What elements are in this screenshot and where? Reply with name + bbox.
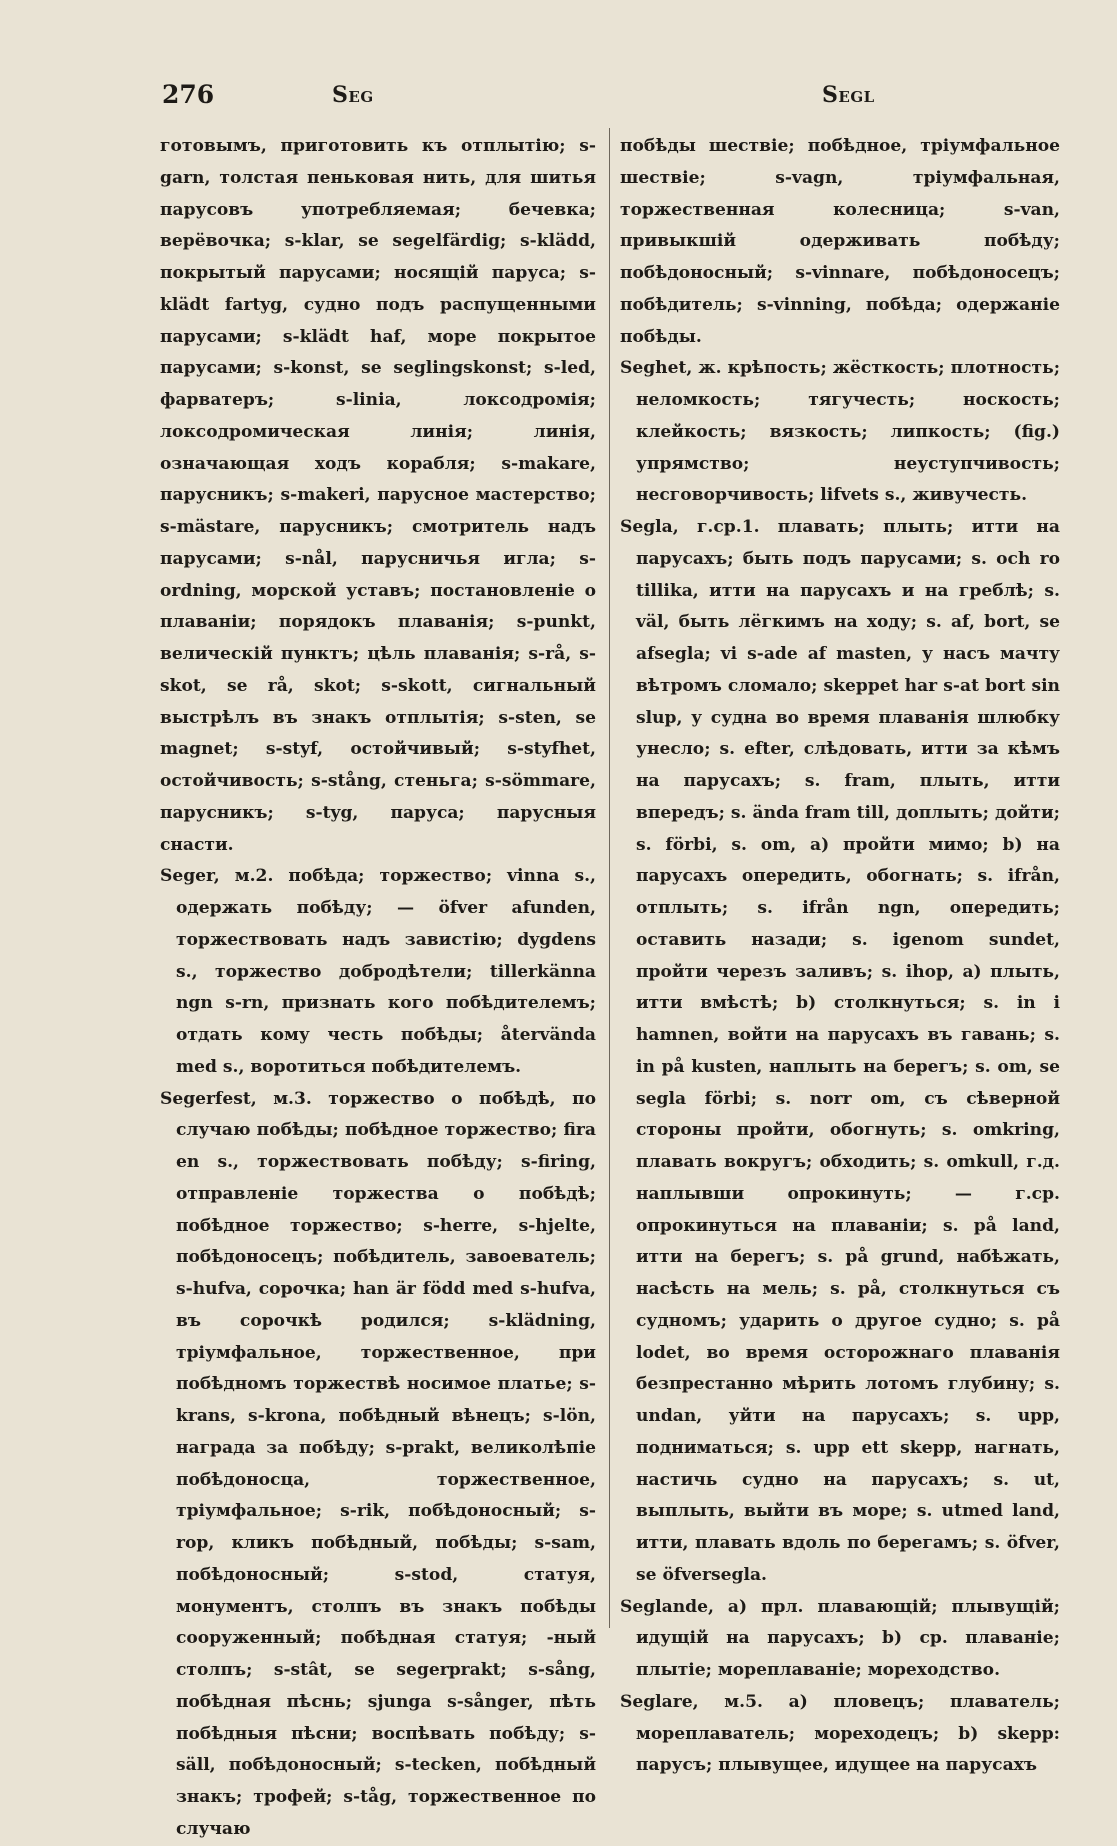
page-number: 276 bbox=[162, 80, 215, 109]
entry-seghet: Seghet, ж. крѣпость; жёсткость; плотность; неломкость; тягучесть; носкость; клейкость; вязкость; липкость; (fig.) упрямство; неуступчивость; несговорчивость; lifvets s., живучесть. bbox=[620, 358, 1060, 506]
left-column bbox=[160, 131, 596, 1846]
entry-segla: Segla, г.ср.1. плавать; плыть; итти на парусахъ; быть подъ парусами; s. och ro tillika, итти на парусахъ и на греблѣ; s. väl, быть лёгкимъ на ходу; s. af, bort, se afsegla; vi s-ade af masten, у насъ мачту вѣтромъ сломало; skeppet har s-at bort sin slup, у судна во время плаванія шлюбку унесло; s. efter, слѣдовать, итти за кѣмъ на парусахъ; s. fram, плыть, итти впередъ; s. ända fram till, доплыть; дойти; s. förbi, s. om, a) пройти мимо; b) на парусахъ опередить, обогнать; s. ifrån, отплыть; s. ifrån ngn, опередить; оставить назади; s. igenom sundet, пройти черезъ заливъ; s. ihop, a) плыть, итти вмѣстѣ; b) столкнуться; s. in i hamnen, войти на парусахъ въ гавань; s. in på kusten, наплыть на берегъ; s. om, se segla förbi; s. norr om, съ сѣверной стороны пройти, обогнуть; s. omkring, плавать вокругъ; обходить; s. omkull, г.д. наплывши опрокинуть; — г.ср. опрокинуться на плаваніи; s. på land, итти на берегъ; s. på grund, набѣжать, насѣсть на мель; s. på, столкнуться съ судномъ; ударить о другое судно; s. på lodet, во время осторожнаго плаванія безпрестанно мѣрить лотомъ глубину; s. undan, уйти на парусахъ; s. upp, подниматься; s. upp ett skepp, нагнать, настичь судно на парусахъ; s. ut, выплыть, выйти въ море; s. utmed land, итти, плавать вдоль по берегамъ; s. öfver, se öfversegla. bbox=[620, 517, 1060, 1585]
entry-seglare: Seglare, м.5. a) пловецъ; плаватель; мореплаватель; мореходецъ; b) skepp: парусъ; плывущее, идущее на парусахъ bbox=[620, 1691, 1060, 1776]
column-divider bbox=[609, 128, 610, 1628]
page-header bbox=[0, 80, 1117, 120]
entry-seglande: Seglande, a) прл. плавающій; плывущій; идущій на парусахъ; b) ср. плаваніе; плытіе; мореплаваніе; мореходство. bbox=[620, 1596, 1060, 1680]
entry-continuation-right: побѣды шествіе; побѣдное, тріумфальное шествіе; s-vagn, тріумфальная, торжественная колесница; s-van, привыкшій одерживать побѣду; побѣдоносный; s-vinnare, побѣдоносецъ; побѣдитель; s-vinning, побѣда; одержаніе побѣды. bbox=[620, 136, 1060, 347]
entry-continuation: готовымъ, приготовить къ отплытію; s-garn, толстая пеньковая нить, для шитья парусовъ употребляемая; бечевка; верёвочка; s-klar, se segelfärdig; s-klädd, покрытый парусами; носящій паруса; s-klädt fartyg, судно подъ распущенными парусами; s-klädt haf, море покрытое парусами; s-konst, se seglingskonst; s-led, фарватеръ; s-linia, локсодромія; локсодромическая линія; линія, означающая ходъ корабля; s-makare, парусникъ; s-makeri, парусное мастерство; s-mästare, парусникъ; смотритель надъ парусами; s-nål, парусничья игла; s-ordning, морской уставъ; постановленіе о плаваніи; порядокъ плаванія; s-punkt, велическій пунктъ; цѣль плаванія; s-rå, s-skot, se rå, skot; s-skott, сигнальный выстрѣлъ въ знакъ отплытія; s-sten, se magnet; s-styf, остойчивый; s-styfhet, остойчивость; s-stång, стеньга; s-sömmare, парусникъ; s-tyg, паруса; парусныя снасти. bbox=[160, 136, 596, 855]
entry-segerfest: Segerfest, м.3. торжество о побѣдѣ, по случаю побѣды; побѣдное торжество; fira en s., торжествовать побѣду; s-firing, отправленіе торжества о побѣдѣ; побѣдное торжество; s-herre, s-hjelte, побѣдоносецъ; побѣдитель, завоеватель; s-hufva, сорочка; han är född med s-hufva, въ сорочкѣ родился; s-klädning, тріумфальное, торжественное, при побѣдномъ торжествѣ носимое платье; s-krans, s-krona, побѣдный вѣнецъ; s-lön, награда за побѣду; s-prakt, великолѣпіе побѣдоносца, торжественное, тріумфальное; s-rik, побѣдоносный; s-rop, кликъ побѣдный, побѣды; s-sam, побѣдоносный; s-stod, статуя, монументъ, столпъ въ знакъ побѣды сооруженный; побѣдная статуя; -ный столпъ; s-stât, se segerprakt; s-sång, побѣдная пѣснь; sjunga s-sånger, пѣть побѣдныя пѣсни; воспѣвать побѣду; s-säll, побѣдоносный; s-tecken, побѣдный знакъ; трофей; s-tåg, торжественное по случаю bbox=[160, 1088, 596, 1839]
right-column bbox=[620, 131, 1060, 1782]
left-running-head: Seg bbox=[332, 82, 374, 108]
right-running-head: Segl bbox=[822, 82, 875, 108]
entry-seger: Seger, м.2. побѣда; торжество; vinna s., одержать побѣду; — öfver afunden, торжествовать надъ завистію; dygdens s., торжество добродѣтели; tillerkänna ngn s-rn, признать кого побѣдителемъ; отдать кому честь побѣды; återvända med s., воротиться побѣдителемъ. bbox=[160, 866, 596, 1077]
